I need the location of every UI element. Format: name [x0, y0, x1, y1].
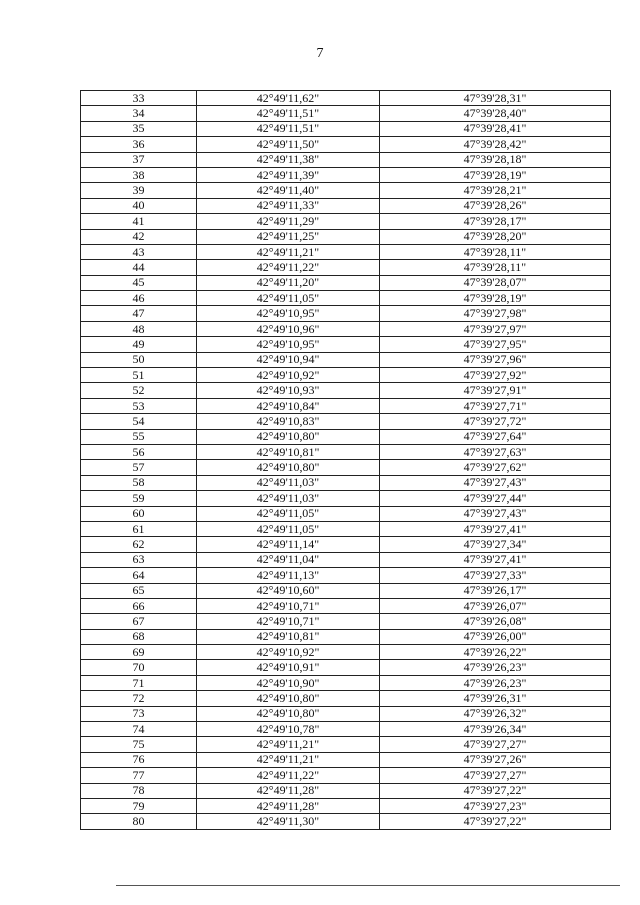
point-number-cell: 64	[81, 568, 197, 583]
longitude-cell: 47°39'28,20"	[380, 229, 611, 244]
longitude-cell: 47°39'26,31"	[380, 691, 611, 706]
table-row	[81, 244, 611, 259]
latitude-cell: 42°49'10,95"	[197, 337, 380, 352]
table-row	[81, 491, 611, 506]
longitude-cell: 47°39'27,72"	[380, 414, 611, 429]
latitude-cell: 42°49'11,30"	[197, 814, 380, 829]
table-row	[81, 106, 611, 121]
latitude-cell: 42°49'11,05"	[197, 291, 380, 306]
latitude-cell: 42°49'11,28"	[197, 783, 380, 798]
longitude-cell: 47°39'28,07"	[380, 275, 611, 290]
table-row	[81, 629, 611, 644]
table-row	[81, 260, 611, 275]
latitude-cell: 42°49'10,80"	[197, 706, 380, 721]
table-row	[81, 783, 611, 798]
point-number-cell: 33	[81, 91, 197, 106]
table-row	[81, 321, 611, 336]
coordinates-table	[80, 90, 611, 830]
table-row	[81, 444, 611, 459]
longitude-cell: 47°39'26,34"	[380, 722, 611, 737]
table-row	[81, 752, 611, 767]
table-row	[81, 183, 611, 198]
table-row	[81, 306, 611, 321]
longitude-cell: 47°39'27,27"	[380, 768, 611, 783]
point-number-cell: 50	[81, 352, 197, 367]
latitude-cell: 42°49'11,22"	[197, 768, 380, 783]
point-number-cell: 37	[81, 152, 197, 167]
latitude-cell: 42°49'10,80"	[197, 429, 380, 444]
point-number-cell: 56	[81, 444, 197, 459]
longitude-cell: 47°39'27,96"	[380, 352, 611, 367]
latitude-cell: 42°49'11,22"	[197, 260, 380, 275]
table-row	[81, 798, 611, 813]
longitude-cell: 47°39'27,44"	[380, 491, 611, 506]
table-row	[81, 814, 611, 829]
point-number-cell: 48	[81, 321, 197, 336]
longitude-cell: 47°39'28,11"	[380, 260, 611, 275]
point-number-cell: 58	[81, 475, 197, 490]
table-row	[81, 521, 611, 536]
latitude-cell: 42°49'11,28"	[197, 798, 380, 813]
point-number-cell: 71	[81, 675, 197, 690]
longitude-cell: 47°39'27,71"	[380, 398, 611, 413]
longitude-cell: 47°39'28,19"	[380, 291, 611, 306]
point-number-cell: 63	[81, 552, 197, 567]
point-number-cell: 66	[81, 598, 197, 613]
point-number-cell: 75	[81, 737, 197, 752]
latitude-cell: 42°49'10,95"	[197, 306, 380, 321]
longitude-cell: 47°39'26,22"	[380, 645, 611, 660]
longitude-cell: 47°39'27,23"	[380, 798, 611, 813]
table-row	[81, 275, 611, 290]
table-row	[81, 675, 611, 690]
latitude-cell: 42°49'11,62"	[197, 91, 380, 106]
point-number-cell: 49	[81, 337, 197, 352]
latitude-cell: 42°49'11,39"	[197, 167, 380, 182]
table-row	[81, 706, 611, 721]
table-row	[81, 645, 611, 660]
latitude-cell: 42°49'11,38"	[197, 152, 380, 167]
point-number-cell: 68	[81, 629, 197, 644]
longitude-cell: 47°39'28,19"	[380, 167, 611, 182]
latitude-cell: 42°49'11,50"	[197, 137, 380, 152]
table-row	[81, 229, 611, 244]
latitude-cell: 42°49'11,51"	[197, 106, 380, 121]
longitude-cell: 47°39'28,31"	[380, 91, 611, 106]
longitude-cell: 47°39'27,43"	[380, 506, 611, 521]
point-number-cell: 74	[81, 722, 197, 737]
point-number-cell: 53	[81, 398, 197, 413]
point-number-cell: 60	[81, 506, 197, 521]
point-number-cell: 45	[81, 275, 197, 290]
longitude-cell: 47°39'27,22"	[380, 783, 611, 798]
point-number-cell: 79	[81, 798, 197, 813]
longitude-cell: 47°39'27,41"	[380, 552, 611, 567]
point-number-cell: 80	[81, 814, 197, 829]
longitude-cell: 47°39'26,23"	[380, 660, 611, 675]
latitude-cell: 42°49'10,78"	[197, 722, 380, 737]
table-row	[81, 722, 611, 737]
point-number-cell: 78	[81, 783, 197, 798]
longitude-cell: 47°39'28,40"	[380, 106, 611, 121]
latitude-cell: 42°49'11,03"	[197, 475, 380, 490]
table-row	[81, 414, 611, 429]
latitude-cell: 42°49'10,80"	[197, 460, 380, 475]
latitude-cell: 42°49'10,96"	[197, 321, 380, 336]
latitude-cell: 42°49'11,13"	[197, 568, 380, 583]
point-number-cell: 52	[81, 383, 197, 398]
table-row	[81, 506, 611, 521]
table-row	[81, 91, 611, 106]
longitude-cell: 47°39'28,26"	[380, 198, 611, 213]
table-row	[81, 352, 611, 367]
latitude-cell: 42°49'11,14"	[197, 537, 380, 552]
longitude-cell: 47°39'27,98"	[380, 306, 611, 321]
point-number-cell: 46	[81, 291, 197, 306]
table-row	[81, 121, 611, 136]
table-row	[81, 552, 611, 567]
latitude-cell: 42°49'11,29"	[197, 214, 380, 229]
longitude-cell: 47°39'27,22"	[380, 814, 611, 829]
longitude-cell: 47°39'26,17"	[380, 583, 611, 598]
point-number-cell: 76	[81, 752, 197, 767]
latitude-cell: 42°49'10,71"	[197, 614, 380, 629]
page-number: 7	[316, 46, 324, 61]
point-number-cell: 54	[81, 414, 197, 429]
table-row	[81, 583, 611, 598]
latitude-cell: 42°49'10,81"	[197, 444, 380, 459]
latitude-cell: 42°49'10,84"	[197, 398, 380, 413]
latitude-cell: 42°49'10,90"	[197, 675, 380, 690]
longitude-cell: 47°39'28,18"	[380, 152, 611, 167]
latitude-cell: 42°49'11,03"	[197, 491, 380, 506]
longitude-cell: 47°39'26,08"	[380, 614, 611, 629]
point-number-cell: 77	[81, 768, 197, 783]
longitude-cell: 47°39'27,34"	[380, 537, 611, 552]
longitude-cell: 47°39'28,42"	[380, 137, 611, 152]
latitude-cell: 42°49'10,83"	[197, 414, 380, 429]
table-row	[81, 737, 611, 752]
longitude-cell: 47°39'26,07"	[380, 598, 611, 613]
table-row	[81, 337, 611, 352]
latitude-cell: 42°49'11,51"	[197, 121, 380, 136]
latitude-cell: 42°49'10,92"	[197, 645, 380, 660]
table-row	[81, 768, 611, 783]
point-number-cell: 35	[81, 121, 197, 136]
latitude-cell: 42°49'10,94"	[197, 352, 380, 367]
longitude-cell: 47°39'28,41"	[380, 121, 611, 136]
point-number-cell: 43	[81, 244, 197, 259]
point-number-cell: 42	[81, 229, 197, 244]
table-row	[81, 137, 611, 152]
latitude-cell: 42°49'10,92"	[197, 368, 380, 383]
point-number-cell: 57	[81, 460, 197, 475]
latitude-cell: 42°49'10,91"	[197, 660, 380, 675]
latitude-cell: 42°49'11,21"	[197, 244, 380, 259]
table-row	[81, 475, 611, 490]
point-number-cell: 70	[81, 660, 197, 675]
longitude-cell: 47°39'26,32"	[380, 706, 611, 721]
longitude-cell: 47°39'27,43"	[380, 475, 611, 490]
longitude-cell: 47°39'27,64"	[380, 429, 611, 444]
longitude-cell: 47°39'27,62"	[380, 460, 611, 475]
latitude-cell: 42°49'11,05"	[197, 506, 380, 521]
longitude-cell: 47°39'27,26"	[380, 752, 611, 767]
latitude-cell: 42°49'11,21"	[197, 752, 380, 767]
table-row	[81, 167, 611, 182]
longitude-cell: 47°39'28,17"	[380, 214, 611, 229]
point-number-cell: 69	[81, 645, 197, 660]
longitude-cell: 47°39'27,63"	[380, 444, 611, 459]
latitude-cell: 42°49'11,40"	[197, 183, 380, 198]
point-number-cell: 39	[81, 183, 197, 198]
table-row	[81, 291, 611, 306]
longitude-cell: 47°39'27,41"	[380, 521, 611, 536]
longitude-cell: 47°39'27,91"	[380, 383, 611, 398]
table-row	[81, 198, 611, 213]
latitude-cell: 42°49'11,25"	[197, 229, 380, 244]
latitude-cell: 42°49'10,71"	[197, 598, 380, 613]
longitude-cell: 47°39'27,97"	[380, 321, 611, 336]
latitude-cell: 42°49'11,05"	[197, 521, 380, 536]
point-number-cell: 62	[81, 537, 197, 552]
table-row	[81, 368, 611, 383]
table-row	[81, 598, 611, 613]
point-number-cell: 55	[81, 429, 197, 444]
table-row	[81, 152, 611, 167]
latitude-cell: 42°49'11,33"	[197, 198, 380, 213]
longitude-cell: 47°39'27,92"	[380, 368, 611, 383]
table-row	[81, 660, 611, 675]
point-number-cell: 47	[81, 306, 197, 321]
table-row	[81, 383, 611, 398]
point-number-cell: 34	[81, 106, 197, 121]
longitude-cell: 47°39'28,11"	[380, 244, 611, 259]
coordinates-table-body	[81, 91, 611, 830]
latitude-cell: 42°49'11,21"	[197, 737, 380, 752]
latitude-cell: 42°49'10,80"	[197, 691, 380, 706]
latitude-cell: 42°49'11,04"	[197, 552, 380, 567]
point-number-cell: 51	[81, 368, 197, 383]
point-number-cell: 41	[81, 214, 197, 229]
point-number-cell: 36	[81, 137, 197, 152]
latitude-cell: 42°49'10,93"	[197, 383, 380, 398]
point-number-cell: 67	[81, 614, 197, 629]
point-number-cell: 40	[81, 198, 197, 213]
table-row	[81, 691, 611, 706]
longitude-cell: 47°39'28,21"	[380, 183, 611, 198]
point-number-cell: 65	[81, 583, 197, 598]
point-number-cell: 61	[81, 521, 197, 536]
point-number-cell: 38	[81, 167, 197, 182]
point-number-cell: 73	[81, 706, 197, 721]
longitude-cell: 47°39'27,33"	[380, 568, 611, 583]
point-number-cell: 72	[81, 691, 197, 706]
longitude-cell: 47°39'27,95"	[380, 337, 611, 352]
longitude-cell: 47°39'26,00"	[380, 629, 611, 644]
table-row	[81, 568, 611, 583]
footer-rule	[116, 885, 620, 886]
table-row	[81, 398, 611, 413]
point-number-cell: 44	[81, 260, 197, 275]
latitude-cell: 42°49'11,20"	[197, 275, 380, 290]
longitude-cell: 47°39'27,27"	[380, 737, 611, 752]
longitude-cell: 47°39'26,23"	[380, 675, 611, 690]
latitude-cell: 42°49'10,60"	[197, 583, 380, 598]
table-row	[81, 614, 611, 629]
table-row	[81, 429, 611, 444]
point-number-cell: 59	[81, 491, 197, 506]
table-row	[81, 460, 611, 475]
latitude-cell: 42°49'10,81"	[197, 629, 380, 644]
table-row	[81, 214, 611, 229]
table-row	[81, 537, 611, 552]
